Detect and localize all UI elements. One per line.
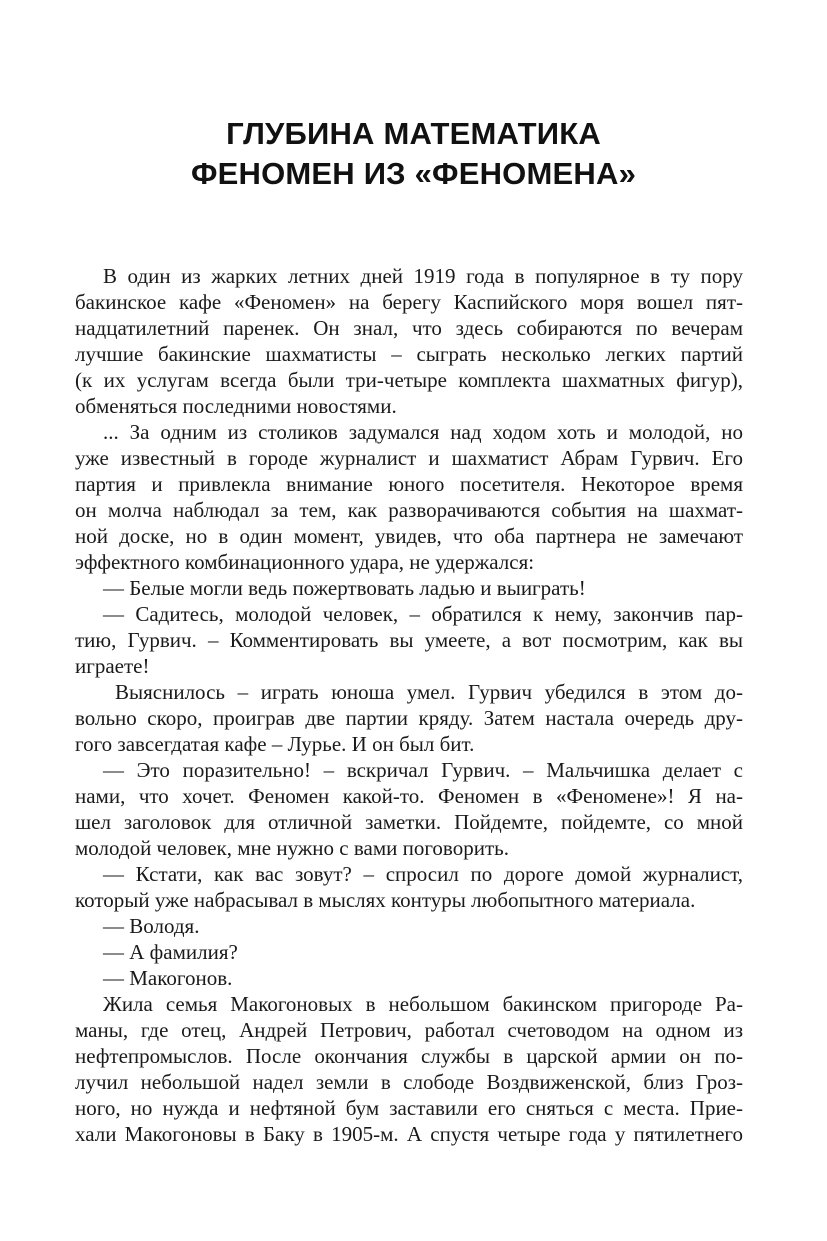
text-line: бакинское кафе «Феномен» на берегу Каспийского моря вошел пят-: [75, 290, 743, 314]
body-text: [75, 263, 743, 1147]
text-line: хали Макогоновы в Баку в 1905-м. А спустя четыре года у пятилетнего: [75, 1122, 743, 1146]
text-line: надцатилетний паренек. Он знал, что здесь собираются по вечерам: [75, 316, 743, 340]
text-line: гого завсегдатая кафе – Лурье. И он был бит.: [75, 732, 475, 756]
text-line: нефтепромыслов. После окончания службы в царской армии он по-: [75, 1044, 743, 1068]
text-line: обменяться последними новостями.: [75, 394, 397, 418]
chapter-title-line-1: ГЛУБИНА МАТЕМАТИКА: [226, 116, 601, 151]
text-line: партия и привлекла внимание юного посетителя. Некоторое время: [75, 472, 743, 496]
text-line: маны, где отец, Андрей Петрович, работал счетоводом на одном из: [75, 1018, 743, 1042]
text-line: Жила семья Макогоновых в небольшом бакинском пригороде Ра-: [103, 992, 743, 1016]
text-line: уже известный в городе журналист и шахматист Абрам Гурвич. Его: [75, 446, 743, 470]
text-line: — Макогонов.: [103, 966, 233, 990]
text-line: ного, но нужда и нефтяной бум заставили его сняться с места. Прие-: [75, 1096, 743, 1120]
text-line: вольно скоро, проиграв две партии кряду. Затем настала очередь дру-: [75, 706, 743, 730]
chapter-title: [0, 114, 827, 194]
text-line: тию, Гурвич. – Комментировать вы умеете, а вот посмотрим, как вы: [75, 628, 743, 652]
text-line: нами, что хочет. Феномен какой-то. Феномен в «Феномене»! Я на-: [75, 784, 743, 808]
text-line: Выяснилось – играть юноша умел. Гурвич убедился в этом до-: [115, 680, 743, 704]
text-line: — Садитесь, молодой человек, – обратился к нему, закончив пар-: [103, 602, 743, 626]
chapter-title-line-2: ФЕНОМЕН ИЗ «ФЕНОМЕНА»: [190, 156, 637, 191]
text-line: который уже набрасывал в мыслях контуры любопытного материала.: [75, 888, 696, 912]
text-line: молодой человек, мне нужно с вами поговорить.: [75, 836, 509, 860]
text-line: В один из жарких летних дней 1919 года в популярное в ту пору: [103, 264, 743, 288]
text-line: — Кстати, как вас зовут? – спросил по дороге домой журналист,: [103, 862, 743, 886]
text-line: ... За одним из столиков задумался над ходом хоть и молодой, но: [103, 420, 743, 444]
text-line: он молча наблюдал за тем, как разворачиваются события на шахмат-: [75, 498, 743, 522]
text-line: лучил небольшой надел земли в слободе Воздвиженской, близ Гроз-: [75, 1070, 743, 1094]
text-line: — Это поразительно! – вскричал Гурвич. – Мальчишка делает с: [103, 758, 743, 782]
text-line: ной доске, но в один момент, увидев, что оба партнера не замечают: [75, 524, 743, 548]
text-line: играете!: [75, 654, 150, 678]
text-line: лучшие бакинские шахматисты – сыграть несколько легких партий: [75, 342, 743, 366]
text-line: — Володя.: [103, 914, 200, 938]
text-line: эффектного комбинационного удара, не удержался:: [75, 550, 535, 574]
text-line: шел заголовок для отличной заметки. Пойдемте, пойдемте, со мной: [75, 810, 743, 834]
text-line: — А фамилия?: [103, 940, 238, 964]
text-line: — Белые могли ведь пожертвовать ладью и выиграть!: [103, 576, 586, 600]
text-line: (к их услугам всегда были три-четыре комплекта шахматных фигур),: [75, 368, 743, 392]
